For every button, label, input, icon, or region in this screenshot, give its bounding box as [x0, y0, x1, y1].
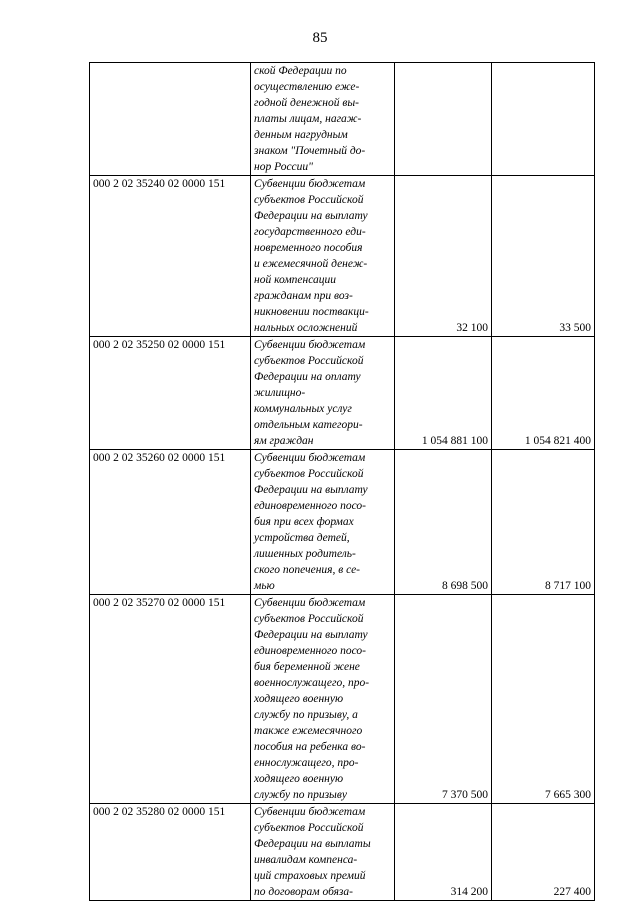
description-line: субъектов Российской [254, 822, 364, 834]
description-line: бия при всех формах [254, 516, 354, 528]
description-line: и ежемесячной денеж- [254, 258, 368, 270]
description-line: еннослужащего, про- [254, 757, 359, 769]
description-line: Федерации на выплату [254, 629, 368, 641]
description-line: Субвенции бюджетам [254, 597, 366, 609]
description-line: ходящего военную [254, 693, 344, 705]
table-row [90, 595, 595, 804]
description-line: ской Федерации по [254, 65, 347, 77]
description-line: субъектов Российской [254, 194, 364, 206]
description-line: мью [254, 580, 275, 592]
description-line: Федерации на оплату [254, 371, 361, 383]
amount-year1-cell [395, 63, 492, 176]
amount-year2-cell [492, 63, 595, 176]
page-number: 85 [312, 30, 328, 46]
description-line: лишенных родитель- [254, 548, 356, 560]
budget-code-cell: 000 2 02 35280 02 0000 151 [90, 804, 251, 901]
description-line: бия беременной жене [254, 661, 360, 673]
budget-code-cell: 000 2 02 35250 02 0000 151 [90, 337, 251, 450]
description-line: нальных осложнений [254, 322, 358, 334]
amount-year2-cell: 33 500 [492, 176, 595, 337]
description-line: государственного еди- [254, 226, 366, 238]
description-cell [251, 804, 395, 901]
table-row [90, 804, 595, 901]
budget-table [89, 62, 595, 901]
budget-code-cell: 000 2 02 35240 02 0000 151 [90, 176, 251, 337]
description-line: единовременного посо- [254, 645, 367, 657]
amount-year2-cell: 7 665 300 [492, 595, 595, 804]
description-line: отдельным категори- [254, 419, 363, 431]
description-line: Субвенции бюджетам [254, 452, 366, 464]
description-line: новременного пособия [254, 242, 363, 254]
description-cell [251, 337, 395, 450]
description-line: по договорам обяза- [254, 886, 353, 898]
amount-year2-cell: 8 717 100 [492, 450, 595, 595]
description-line: Субвенции бюджетам [254, 178, 366, 190]
description-line: субъектов Российской [254, 355, 364, 367]
description-line: Федерации на выплату [254, 210, 368, 222]
description-line: службу по призыву [254, 789, 347, 801]
description-cell [251, 595, 395, 804]
description-line: платы лицам, нагаж- [254, 113, 362, 125]
description-line: Субвенции бюджетам [254, 339, 366, 351]
amount-year2-cell: 1 054 821 400 [492, 337, 595, 450]
description-line: ходящего военную [254, 773, 344, 785]
description-line: пособия на ребенка во- [254, 741, 366, 753]
description-cell [251, 63, 395, 176]
description-line: никновении поствакци- [254, 306, 369, 318]
table-row [90, 450, 595, 595]
description-line: субъектов Российской [254, 468, 364, 480]
amount-year1-cell: 1 054 881 100 [395, 337, 492, 450]
amount-year1-cell: 32 100 [395, 176, 492, 337]
table-row [90, 337, 595, 450]
description-line: нор России" [254, 161, 313, 173]
budget-code-cell: 000 2 02 35270 02 0000 151 [90, 595, 251, 804]
description-line: гражданам при воз- [254, 290, 353, 302]
description-line: годной денежной вы- [254, 97, 359, 109]
table-row [90, 176, 595, 337]
budget-code-cell [90, 63, 251, 176]
description-line: инвалидам компенса- [254, 854, 358, 866]
description-line: службу по призыву, а [254, 709, 358, 721]
description-cell [251, 450, 395, 595]
description-line: осуществлению еже- [254, 81, 360, 93]
description-line: Федерации на выплаты [254, 838, 371, 850]
amount-year1-cell: 8 698 500 [395, 450, 492, 595]
description-line: военнослужащего, про- [254, 677, 370, 689]
amount-year1-cell: 7 370 500 [395, 595, 492, 804]
description-line: жилищно- [254, 387, 306, 399]
description-line: ского попечения, в се- [254, 564, 361, 576]
description-line: субъектов Российской [254, 613, 364, 625]
description-line: устройства детей, [254, 532, 350, 544]
table-row [90, 63, 595, 176]
description-line: коммунальных услуг [254, 403, 352, 415]
description-line: Федерации на выплату [254, 484, 368, 496]
description-line: также ежемесячного [254, 725, 363, 737]
amount-year2-cell: 227 400 [492, 804, 595, 901]
description-line: денным нагрудным [254, 129, 348, 141]
description-cell [251, 176, 395, 337]
description-line: ной компенсации [254, 274, 337, 286]
description-line: единовременного посо- [254, 500, 367, 512]
budget-code-cell: 000 2 02 35260 02 0000 151 [90, 450, 251, 595]
amount-year1-cell: 314 200 [395, 804, 492, 901]
description-line: ций страховых премий [254, 870, 366, 882]
description-line: ям граждан [254, 435, 314, 447]
description-line: Субвенции бюджетам [254, 806, 366, 818]
description-line: знаком "Почетный до- [254, 145, 366, 157]
